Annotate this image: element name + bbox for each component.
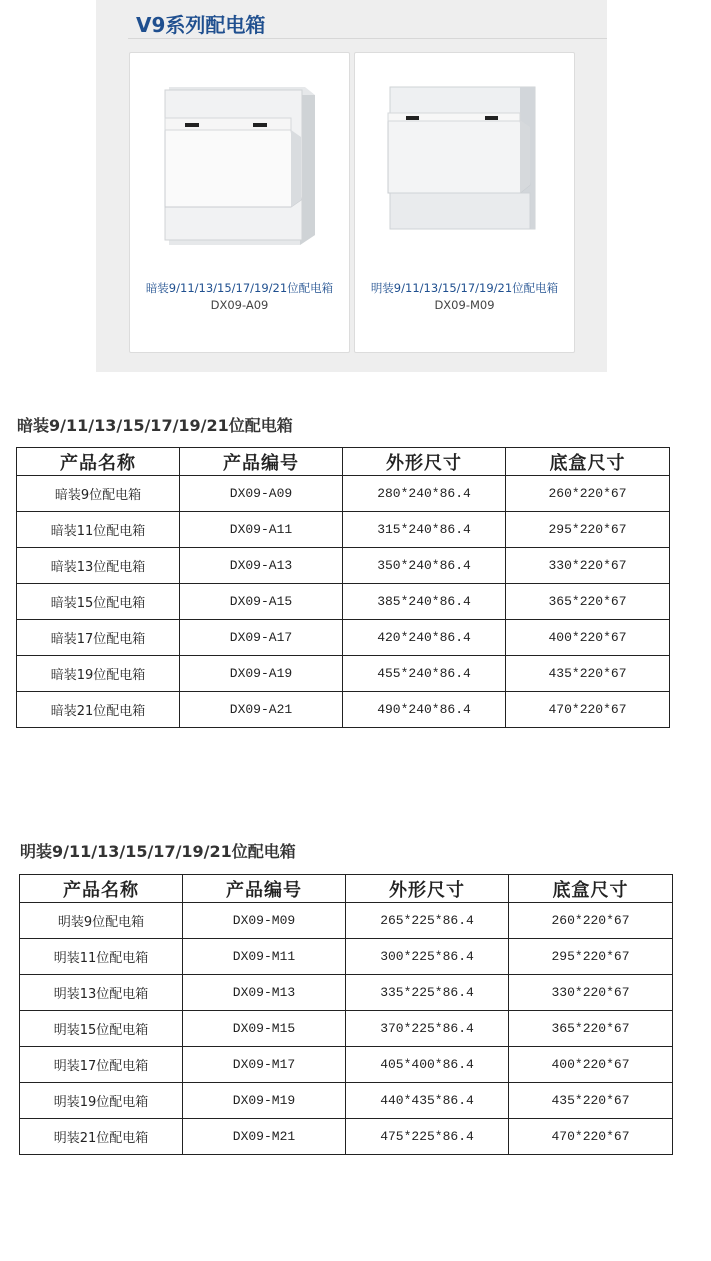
table-cell: DX09-A15: [180, 584, 343, 620]
column-header: 外形尺寸: [343, 448, 506, 476]
table-cell: 420*240*86.4: [343, 620, 506, 656]
table-header-row: [20, 875, 673, 903]
table-header-row: [17, 448, 670, 476]
table-cell: DX09-A13: [180, 548, 343, 584]
card-code: DX09-A09: [210, 298, 269, 312]
table-row: [20, 939, 673, 975]
table-cell: 470*220*67: [506, 692, 670, 728]
table-row: [20, 1047, 673, 1083]
table-cell: 明装19位配电箱: [20, 1083, 183, 1119]
table-row: [20, 1011, 673, 1047]
table-cell: 明装17位配电箱: [20, 1047, 183, 1083]
series-panel: [96, 0, 607, 372]
table-cell: 315*240*86.4: [343, 512, 506, 548]
table-cell: DX09-A09: [180, 476, 343, 512]
table-cell: 明装21位配电箱: [20, 1119, 183, 1155]
table-row: [20, 1119, 673, 1155]
table-cell: DX09-M17: [183, 1047, 346, 1083]
table-cell: DX09-M19: [183, 1083, 346, 1119]
table-cell: 475*225*86.4: [346, 1119, 509, 1155]
table-cell: 365*220*67: [509, 1011, 673, 1047]
table-cell: DX09-A21: [180, 692, 343, 728]
table-cell: 370*225*86.4: [346, 1011, 509, 1047]
table-cell: 470*220*67: [509, 1119, 673, 1155]
concealed-box-image: [155, 85, 325, 255]
table-cell: DX09-M09: [183, 903, 346, 939]
column-header: 产品编号: [180, 448, 343, 476]
table-cell: 暗装11位配电箱: [17, 512, 180, 548]
table-cell: 265*225*86.4: [346, 903, 509, 939]
column-header: 底盒尺寸: [506, 448, 670, 476]
table-cell: 330*220*67: [506, 548, 670, 584]
table-cell: 明装15位配电箱: [20, 1011, 183, 1047]
table-cell: 暗装17位配电箱: [17, 620, 180, 656]
table-cell: 明装11位配电箱: [20, 939, 183, 975]
table-row: [17, 512, 670, 548]
title-divider: [128, 38, 607, 39]
card-name[interactable]: 明装9/11/13/15/17/19/21位配电箱: [370, 281, 559, 295]
surface-box-image: [380, 85, 550, 255]
table-row: [20, 975, 673, 1011]
table-cell: 明装13位配电箱: [20, 975, 183, 1011]
surface-section-title: 明装9/11/13/15/17/19/21位配电箱: [20, 842, 296, 861]
table-cell: DX09-A17: [180, 620, 343, 656]
column-header: 产品名称: [20, 875, 183, 903]
table-cell: 435*220*67: [506, 656, 670, 692]
table-cell: DX09-M15: [183, 1011, 346, 1047]
table-row: [17, 656, 670, 692]
column-header: 产品名称: [17, 448, 180, 476]
table-cell: 405*400*86.4: [346, 1047, 509, 1083]
table-cell: 295*220*67: [509, 939, 673, 975]
table-cell: DX09-A19: [180, 656, 343, 692]
table-cell: DX09-M21: [183, 1119, 346, 1155]
table-cell: 暗装19位配电箱: [17, 656, 180, 692]
table-cell: DX09-M13: [183, 975, 346, 1011]
table-cell: 400*220*67: [509, 1047, 673, 1083]
concealed-spec-table: [16, 447, 670, 728]
table-row: [17, 584, 670, 620]
table-cell: 365*220*67: [506, 584, 670, 620]
product-card-concealed[interactable]: [129, 52, 350, 353]
table-cell: 暗装21位配电箱: [17, 692, 180, 728]
column-header: 底盒尺寸: [509, 875, 673, 903]
table-cell: 280*240*86.4: [343, 476, 506, 512]
table-cell: 260*220*67: [506, 476, 670, 512]
table-cell: 300*225*86.4: [346, 939, 509, 975]
concealed-section-title: 暗装9/11/13/15/17/19/21位配电箱: [17, 416, 293, 435]
table-cell: 455*240*86.4: [343, 656, 506, 692]
card-code: DX09-M09: [434, 298, 495, 312]
table-row: [17, 620, 670, 656]
card-name[interactable]: 暗装9/11/13/15/17/19/21位配电箱: [145, 281, 334, 295]
column-header: 产品编号: [183, 875, 346, 903]
table-row: [17, 548, 670, 584]
surface-spec-table: [19, 874, 673, 1155]
table-row: [17, 476, 670, 512]
series-title: V9系列配电箱: [136, 13, 266, 37]
table-cell: DX09-M11: [183, 939, 346, 975]
table-cell: 385*240*86.4: [343, 584, 506, 620]
table-cell: 295*220*67: [506, 512, 670, 548]
table-row: [17, 692, 670, 728]
table-cell: 350*240*86.4: [343, 548, 506, 584]
product-card-surface[interactable]: [354, 52, 575, 353]
table-cell: 435*220*67: [509, 1083, 673, 1119]
table-cell: 400*220*67: [506, 620, 670, 656]
table-cell: 暗装13位配电箱: [17, 548, 180, 584]
table-cell: 明装9位配电箱: [20, 903, 183, 939]
table-cell: 490*240*86.4: [343, 692, 506, 728]
table-cell: DX09-A11: [180, 512, 343, 548]
table-cell: 260*220*67: [509, 903, 673, 939]
table-cell: 暗装9位配电箱: [17, 476, 180, 512]
column-header: 外形尺寸: [346, 875, 509, 903]
table-cell: 335*225*86.4: [346, 975, 509, 1011]
table-cell: 440*435*86.4: [346, 1083, 509, 1119]
table-cell: 暗装15位配电箱: [17, 584, 180, 620]
table-cell: 330*220*67: [509, 975, 673, 1011]
table-row: [20, 903, 673, 939]
table-row: [20, 1083, 673, 1119]
